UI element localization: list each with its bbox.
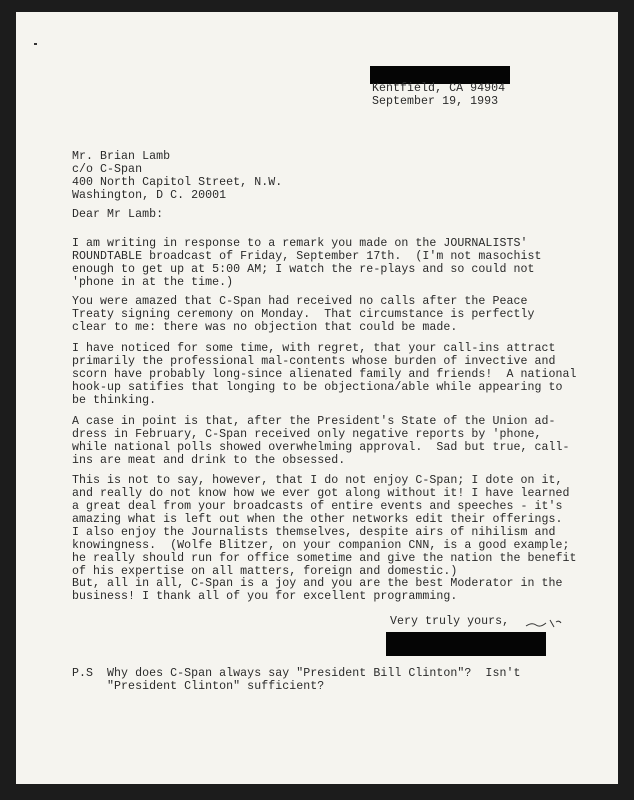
paragraph-line: You were amazed that C-Span had received no calls after the Peace [72, 295, 528, 308]
letter-page [16, 12, 618, 784]
redacted-signature [386, 632, 546, 656]
paragraph-line: be thinking. [72, 394, 157, 407]
paragraph-line: scorn have probably long-since alienated family and friends! A national [72, 368, 577, 381]
paragraph-line: amazing what is left out when the other networks edit their offerings. [72, 513, 563, 526]
paragraph-line: I am writing in response to a remark you made on the JOURNALISTS' [72, 237, 528, 250]
postscript-line: P.S Why does C-Span always say "President Bill Clinton"? Isn't [72, 667, 521, 680]
paragraph-line: of his expertise on all matters, foreign and domestic.) [72, 565, 458, 578]
paragraph-line: A case in point is that, after the President's State of the Union ad- [72, 415, 556, 428]
recipient-line: Washington, D C. 20001 [72, 189, 227, 202]
paragraph-line: 'phone in at the time.) [72, 276, 234, 289]
paragraph-line: knowingness. (Wolfe Blitzer, on your companion CNN, is a good example; [72, 539, 570, 552]
closing: Very truly yours, [390, 615, 510, 628]
paragraph-line: and really do not know how we ever got along without it! I have learned [72, 487, 570, 500]
paper-speck [34, 43, 37, 45]
recipient-line: c/o C-Span [72, 163, 143, 176]
paragraph-line: ROUNDTABLE broadcast of Friday, September 17th. (I'm not masochist [72, 250, 542, 263]
paragraph-line: enough to get up at 5:00 AM; I watch the re-plays and so could not [72, 263, 535, 276]
paragraph-line: dress in February, C-Span received only negative reports by 'phone, [72, 428, 542, 441]
paragraph-line: This is not to say, however, that I do not enjoy C-Span; I dote on it, [72, 474, 563, 487]
paragraph-line: a great deal from your broadcasts of entire events and speeches - it's [72, 500, 563, 513]
paragraph-line: hook-up satifies that longing to be objectiona/able while appearing to [72, 381, 563, 394]
signature-scribble-icon [524, 616, 564, 630]
recipient-line: 400 North Capitol Street, N.W. [72, 176, 283, 189]
recipient-line: Mr. Brian Lamb [72, 150, 171, 163]
paragraph-line: clear to me: there was no objection that could be made. [72, 321, 458, 334]
salutation: Dear Mr Lamb: [72, 208, 164, 221]
paragraph-line: I also enjoy the Journalists themselves, despite airs of nihilism and [72, 526, 556, 539]
paragraph-line: But, all in all, C-Span is a joy and you are the best Moderator in the [72, 577, 563, 590]
paragraph-line: business! I thank all of you for excellent programming. [72, 590, 458, 603]
letter-date: September 19, 1993 [372, 95, 499, 108]
postscript-line: "President Clinton" sufficient? [72, 680, 325, 693]
paragraph-line: while national polls showed overwhelming approval. Sad but true, call- [72, 441, 570, 454]
paragraph-line: ins are meat and drink to the obsessed. [72, 454, 346, 467]
paragraph-line: primarily the professional mal-contents whose burden of invective and [72, 355, 556, 368]
paragraph-line: Treaty signing ceremony on Monday. That circumstance is perfectly [72, 308, 535, 321]
return-address-city: Kentfield, CA 94904 [372, 82, 506, 95]
paragraph-line: I have noticed for some time, with regret, that your call-ins attract [72, 342, 556, 355]
paragraph-line: he really should run for office sometime and give the nation the benefit [72, 552, 577, 565]
